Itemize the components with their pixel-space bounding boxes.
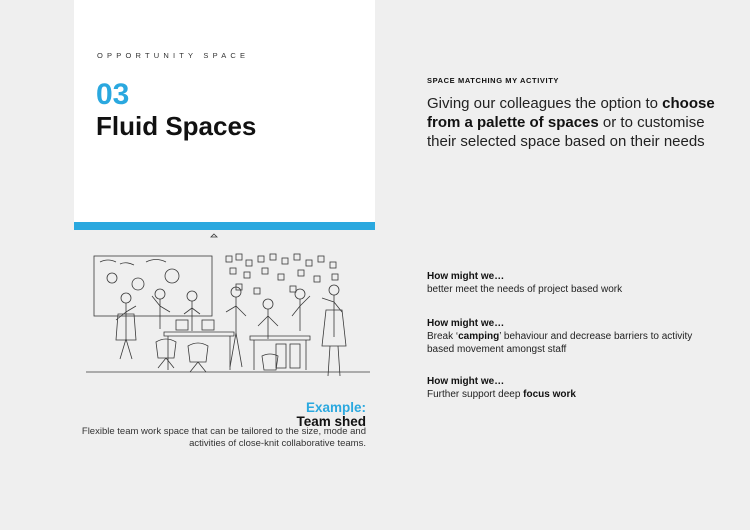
page-title: Fluid Spaces — [96, 111, 257, 141]
example-name: Team shed — [296, 414, 366, 430]
example-label: Example: — [305, 400, 366, 415]
question-emphasis: focus work — [523, 389, 576, 400]
ceiling-lamp — [211, 234, 217, 237]
lead-text-end: or to customise their selected space based on their needs — [427, 114, 705, 150]
section-number: 03 — [96, 78, 130, 111]
question-text — [427, 330, 717, 356]
question-text — [427, 283, 717, 296]
question-emphasis: camping — [458, 331, 500, 342]
question-heading: How might we… — [427, 271, 505, 282]
lead-text: Giving our colleagues the option to — [427, 95, 663, 112]
lead-emphasis: choose from a palette of spaces — [427, 95, 715, 131]
question-block — [427, 375, 717, 401]
eyebrow-label: OPPORTUNITY SPACE — [97, 51, 250, 60]
question-text-end: ’ behaviour and decrease barriers to activity based movement amongst staff — [427, 331, 693, 355]
tables-and-chairs — [156, 320, 310, 372]
question-heading: How might we… — [427, 376, 505, 387]
people-group — [116, 285, 346, 376]
lead-paragraph — [427, 94, 717, 151]
question-text-start: Further support deep — [427, 389, 524, 400]
question-text-start: better meet the needs of project based work — [427, 284, 623, 295]
question-text-start: Break ‘ — [427, 331, 459, 342]
accent-bar — [74, 222, 375, 230]
question-block — [427, 317, 717, 356]
section-label: SPACE MATCHING MY ACTIVITY — [427, 76, 559, 85]
whiteboard — [94, 256, 212, 316]
question-block — [427, 270, 717, 296]
question-text — [427, 388, 717, 401]
question-heading: How might we… — [427, 318, 505, 329]
sticky-notes-wall — [226, 254, 338, 294]
example-description: Flexible team work space that can be tailored to the size, mode and activities of close-knit collaborative teams. — [81, 426, 366, 449]
team-sketch-illustration — [86, 232, 370, 402]
